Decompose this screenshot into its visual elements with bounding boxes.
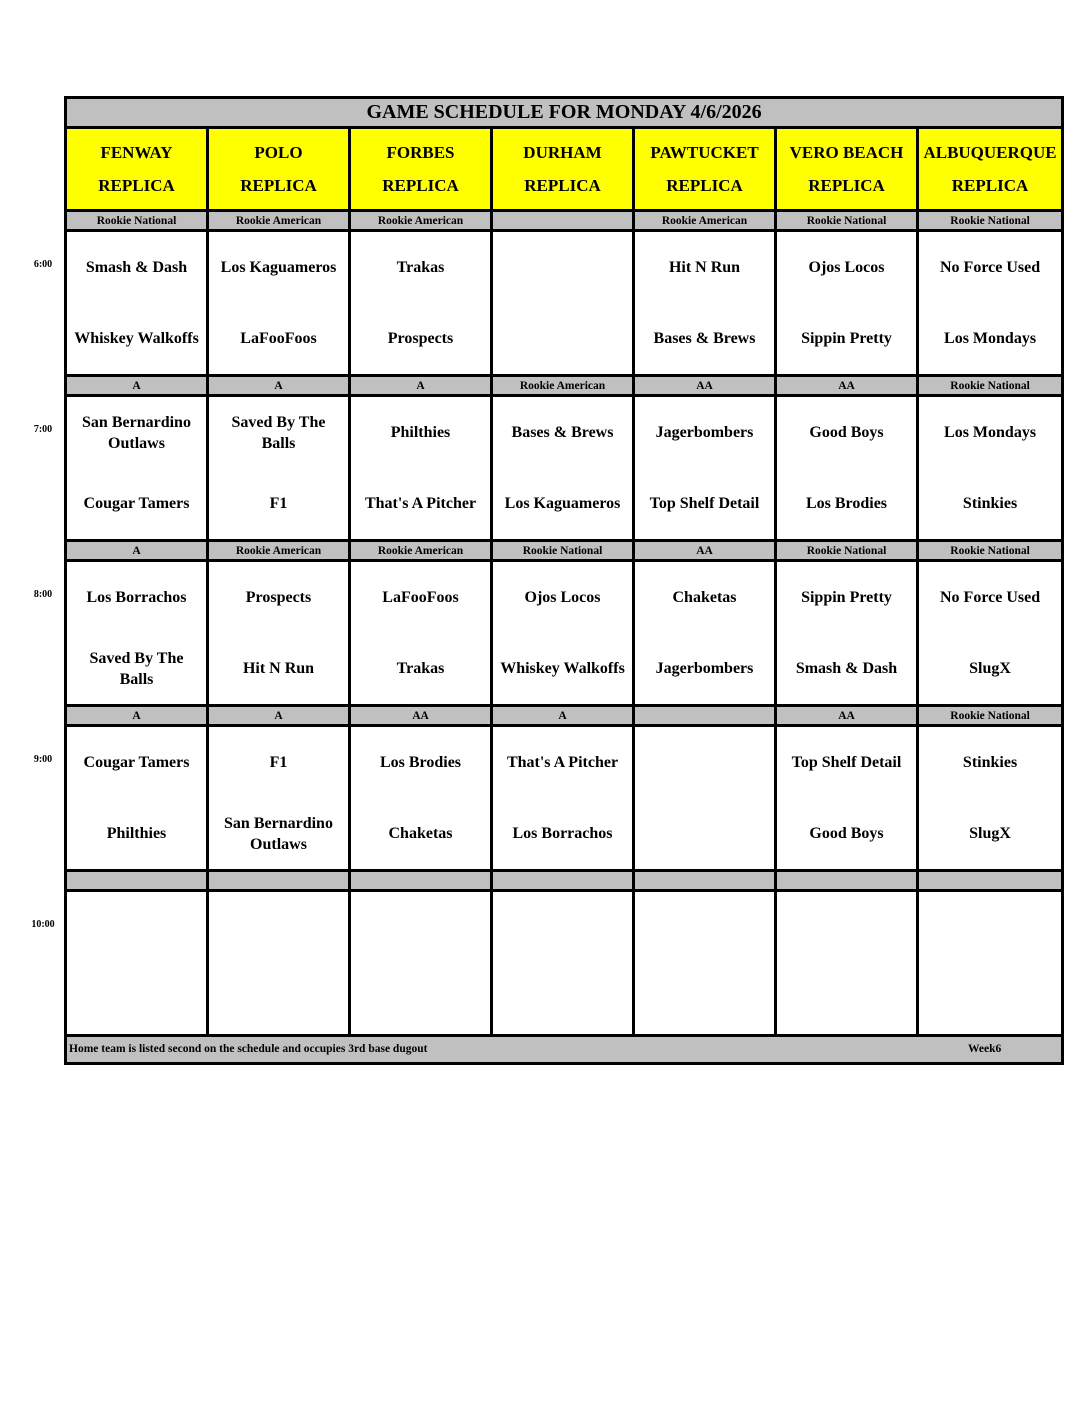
division-row (66, 211, 1063, 231)
schedule-table (64, 96, 1064, 1065)
division-row (66, 706, 1063, 726)
field-name: PAWTUCKET (650, 143, 759, 162)
field-header-durham (492, 128, 634, 211)
field-name: VERO BEACH (789, 143, 904, 162)
game-cell (634, 396, 776, 541)
footer-cell (66, 1036, 1063, 1064)
division-label (634, 706, 776, 726)
away-team (919, 892, 1061, 963)
time-label: 9:00 (33, 753, 53, 765)
time-label: 6:00 (33, 258, 53, 270)
division-label: A (66, 376, 208, 396)
field-name: FENWAY (100, 143, 173, 162)
away-team: Chaketas (672, 589, 737, 606)
game-row (66, 891, 1063, 1036)
home-team: Good Boys (809, 825, 884, 842)
home-team: Whiskey Walkoffs (74, 330, 199, 347)
game-cell (776, 396, 918, 541)
week-label: Week6 (968, 1043, 1002, 1055)
field-name: FORBES (386, 143, 455, 162)
home-team (493, 303, 632, 374)
home-team (777, 963, 916, 1034)
field-subtitle: REPLICA (666, 176, 743, 195)
division-label: AA (776, 376, 918, 396)
away-team: No Force Used (939, 589, 1041, 606)
home-team (67, 963, 206, 1034)
field-header-polo (208, 128, 350, 211)
division-label: Rookie National (918, 541, 1063, 561)
away-team: Cougar Tamers (83, 754, 190, 771)
field-subtitle: REPLICA (240, 176, 317, 195)
game-cell (66, 561, 208, 706)
home-team: Whiskey Walkoffs (500, 660, 625, 677)
home-team (635, 963, 774, 1034)
away-team: San Bernardino Outlaws (82, 413, 191, 452)
away-team (777, 892, 916, 963)
game-cell (66, 891, 208, 1036)
home-team: Los Borrachos (512, 825, 613, 842)
away-team: Top Shelf Detail (791, 754, 902, 771)
home-team: Top Shelf Detail (649, 495, 760, 512)
home-team: SlugX (969, 660, 1011, 677)
home-team: Los Brodies (805, 495, 888, 512)
field-subtitle: REPLICA (524, 176, 601, 195)
field-name: ALBUQUERQUE (923, 143, 1057, 162)
game-cell (492, 231, 634, 376)
division-label: A (208, 376, 350, 396)
game-cell (634, 231, 776, 376)
away-team: Smash & Dash (85, 259, 188, 276)
away-team: Ojos Locos (808, 259, 885, 276)
division-label: A (208, 706, 350, 726)
division-label: AA (634, 376, 776, 396)
game-cell (350, 891, 492, 1036)
division-label (492, 211, 634, 231)
home-team: Los Mondays (944, 330, 1037, 347)
home-team: Prospects (387, 330, 454, 347)
game-cell (66, 726, 208, 871)
away-team: F1 (269, 754, 288, 771)
home-team: Stinkies (962, 495, 1018, 512)
home-team: Smash & Dash (795, 660, 898, 677)
game-cell (776, 891, 918, 1036)
game-cell (350, 231, 492, 376)
game-cell (634, 891, 776, 1036)
game-row (66, 231, 1063, 376)
division-label (492, 871, 634, 891)
game-cell (66, 396, 208, 541)
field-subtitle: REPLICA (98, 176, 175, 195)
field-header-pawtucket (634, 128, 776, 211)
game-cell (208, 726, 350, 871)
home-team: Hit N Run (242, 660, 315, 677)
game-cell (634, 561, 776, 706)
away-team (493, 892, 632, 963)
away-team: Hit N Run (668, 259, 741, 276)
game-cell (492, 726, 634, 871)
division-label: Rookie National (492, 541, 634, 561)
game-cell (492, 396, 634, 541)
field-name: DURHAM (523, 143, 602, 162)
home-team: Sippin Pretty (801, 330, 892, 347)
division-label: Rookie American (208, 211, 350, 231)
game-cell (350, 396, 492, 541)
home-team: Chaketas (388, 825, 453, 842)
division-label (776, 871, 918, 891)
home-team (351, 963, 490, 1034)
division-label: Rookie National (776, 211, 918, 231)
game-cell (208, 231, 350, 376)
away-team: That's A Pitcher (506, 754, 619, 771)
away-team (635, 892, 774, 963)
division-label: A (66, 706, 208, 726)
field-subtitle: REPLICA (951, 176, 1029, 195)
time-label: 7:00 (33, 423, 53, 435)
division-label (66, 871, 208, 891)
division-label: Rookie American (634, 211, 776, 231)
division-label: Rookie National (66, 211, 208, 231)
game-cell (350, 561, 492, 706)
home-team (635, 798, 774, 869)
away-team: Stinkies (962, 754, 1018, 771)
division-label: Rookie American (492, 376, 634, 396)
division-label (918, 871, 1063, 891)
division-label (634, 871, 776, 891)
field-header-forbes (350, 128, 492, 211)
field-header-vero-beach (776, 128, 918, 211)
away-team: Philthies (390, 424, 451, 441)
home-team: LaFooFoos (240, 330, 317, 347)
home-team (919, 963, 1061, 1034)
home-team: Philthies (106, 825, 167, 842)
division-label: A (350, 376, 492, 396)
home-team: Cougar Tamers (83, 495, 190, 512)
home-team (209, 963, 348, 1034)
away-team (67, 892, 206, 963)
game-cell (918, 891, 1063, 1036)
game-cell (492, 891, 634, 1036)
division-label: Rookie American (350, 541, 492, 561)
game-cell (634, 726, 776, 871)
division-label: AA (350, 706, 492, 726)
away-team (635, 727, 774, 798)
division-label: Rookie American (350, 211, 492, 231)
division-label: Rookie American (208, 541, 350, 561)
field-header-albuquerque (918, 128, 1063, 211)
footer-row (66, 1036, 1063, 1064)
field-header-fenway (66, 128, 208, 211)
division-label: A (66, 541, 208, 561)
field-subtitle: REPLICA (808, 176, 885, 195)
home-team: Saved By The Balls (89, 649, 184, 688)
game-cell (918, 231, 1063, 376)
away-team: Bases & Brews (511, 424, 614, 441)
home-team: Los Kaguameros (504, 495, 621, 512)
division-label (350, 871, 492, 891)
field-header-row (66, 128, 1063, 211)
game-cell (208, 396, 350, 541)
away-team: Good Boys (809, 424, 884, 441)
away-team: No Force Used (939, 259, 1041, 276)
home-team: That's A Pitcher (364, 495, 477, 512)
game-cell (776, 561, 918, 706)
home-team: Jagerbombers (655, 660, 754, 677)
game-cell (350, 726, 492, 871)
game-cell (208, 561, 350, 706)
away-team: LaFooFoos (382, 589, 459, 606)
home-team (493, 963, 632, 1034)
game-cell (492, 561, 634, 706)
game-row (66, 726, 1063, 871)
game-cell (776, 726, 918, 871)
division-label (208, 871, 350, 891)
away-team: Jagerbombers (655, 424, 754, 441)
division-row (66, 541, 1063, 561)
away-team: Los Kaguameros (220, 259, 337, 276)
division-row (66, 871, 1063, 891)
division-label: AA (776, 706, 918, 726)
away-team (351, 892, 490, 963)
home-team: F1 (269, 495, 288, 512)
away-team: Los Brodies (379, 754, 462, 771)
away-team: Los Borrachos (86, 589, 187, 606)
division-row (66, 376, 1063, 396)
field-subtitle: REPLICA (382, 176, 459, 195)
away-team: Saved By The Balls (231, 413, 326, 452)
division-label: Rookie National (918, 706, 1063, 726)
division-label: A (492, 706, 634, 726)
home-team: San Bernardino Outlaws (224, 814, 333, 853)
time-label: 10:00 (31, 918, 55, 930)
footer-note: Home team is listed second on the schedule and occupies 3rd base dugout (69, 1043, 428, 1055)
game-cell (918, 726, 1063, 871)
home-team: SlugX (969, 825, 1011, 842)
game-row (66, 561, 1063, 706)
away-team: Los Mondays (944, 424, 1037, 441)
game-cell (66, 231, 208, 376)
division-label: Rookie National (918, 211, 1063, 231)
home-team: Bases & Brews (653, 330, 756, 347)
game-cell (918, 396, 1063, 541)
away-team: Ojos Locos (524, 589, 601, 606)
game-cell (918, 561, 1063, 706)
game-row (66, 396, 1063, 541)
away-team: Prospects (245, 589, 312, 606)
away-team: Trakas (396, 259, 445, 276)
game-cell (776, 231, 918, 376)
field-name: POLO (254, 143, 303, 162)
time-label: 8:00 (33, 588, 53, 600)
schedule-title: GAME SCHEDULE FOR MONDAY 4/6/2026 (66, 98, 1063, 128)
away-team (493, 232, 632, 303)
away-team: Sippin Pretty (801, 589, 892, 606)
away-team (209, 892, 348, 963)
home-team: Trakas (396, 660, 445, 677)
division-label: AA (634, 541, 776, 561)
game-cell (208, 891, 350, 1036)
division-label: Rookie National (918, 376, 1063, 396)
division-label: Rookie National (776, 541, 918, 561)
